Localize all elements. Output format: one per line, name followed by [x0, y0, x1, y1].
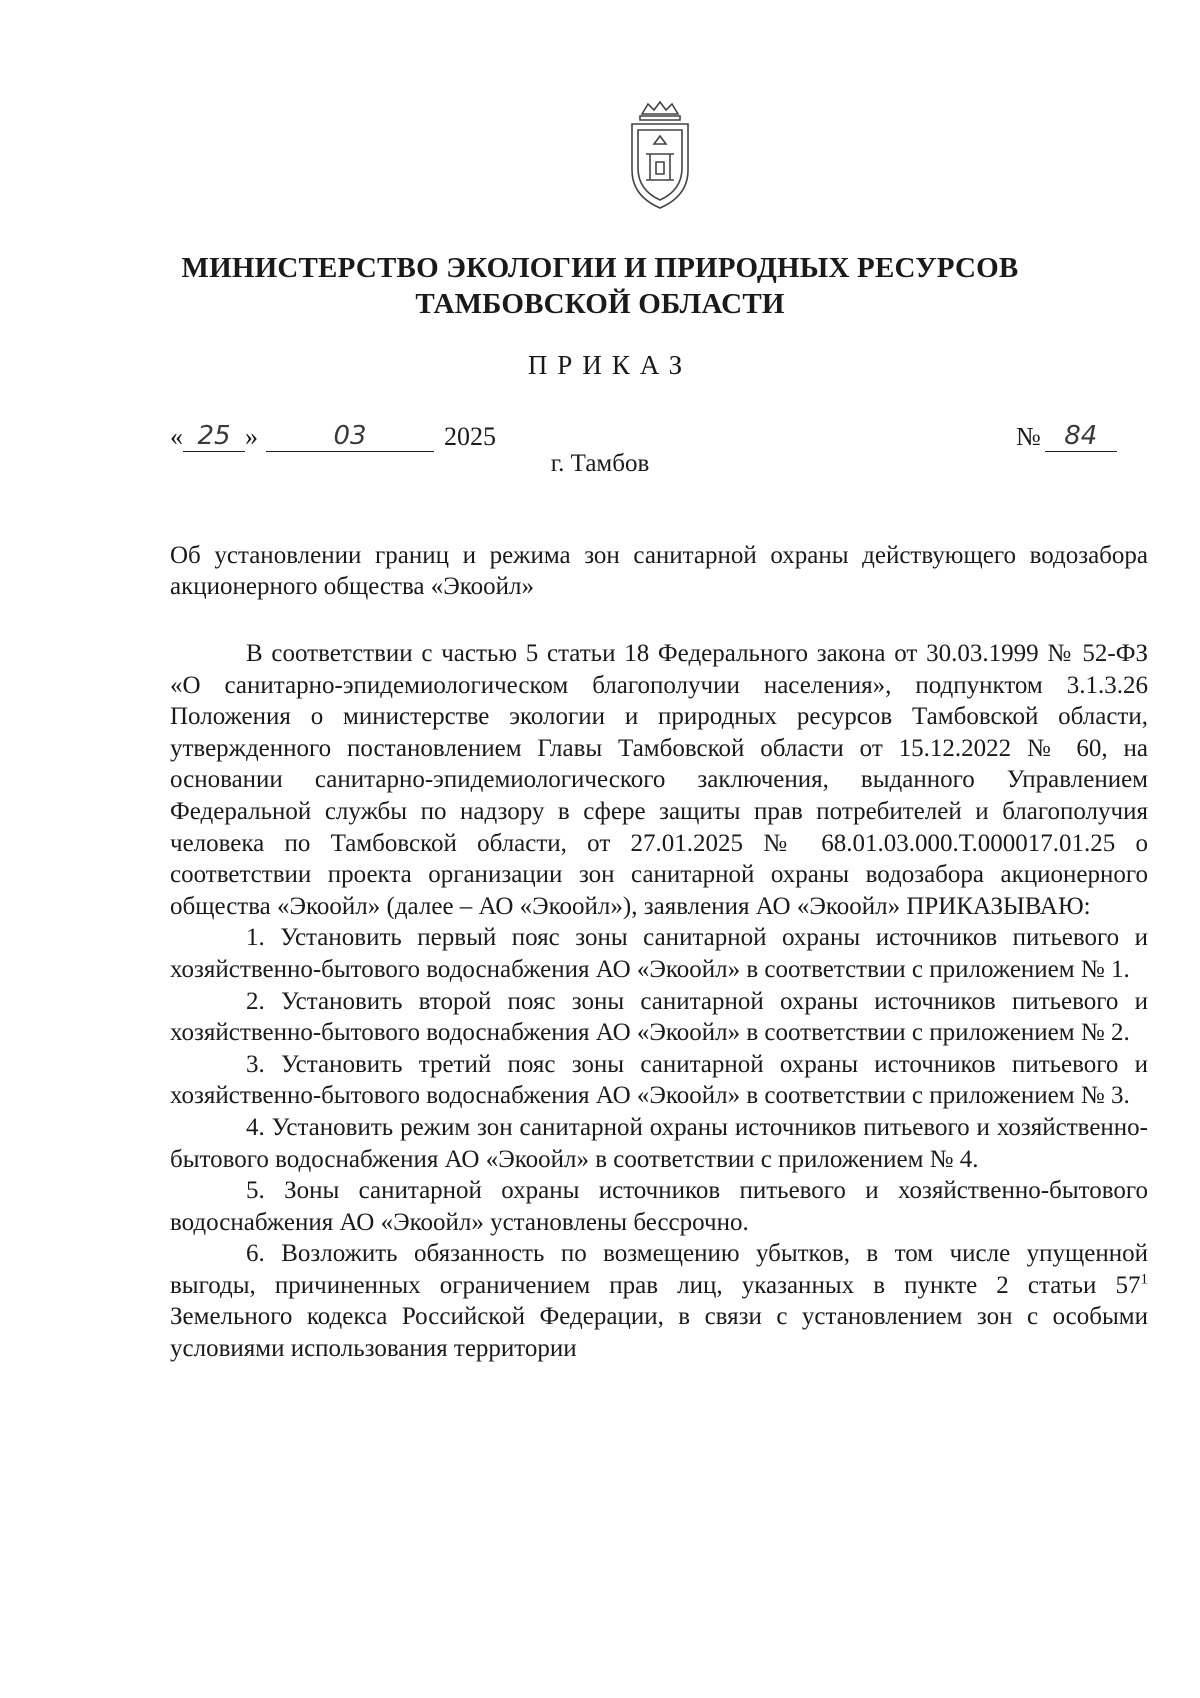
order-item-2: 2. Установить второй пояс зоны санитарной охраны источников питьевого и хозяйственно-бытового водоснабжения АО «Экоойл» в соответствии с приложением № 2. — [170, 987, 1148, 1047]
date-month: 03 — [266, 421, 434, 452]
city: г. Тамбов — [550, 450, 650, 477]
ministry-name-line2: ТАМБОВСКОЙ ОБЛАСТИ — [415, 288, 785, 320]
order-item-3: 3. Установить третий пояс зоны санитарной охраны источников питьевого и хозяйственно-бытового водоснабжения АО «Экоойл» в соответствии с приложением № 3. — [170, 1050, 1148, 1110]
date-open-quote: « — [170, 422, 183, 451]
date-year: 2025 — [444, 422, 496, 451]
item6-text-start: 6. Возложить обязанность по возмещению убытков, в том числе упущенной выгоды, причиненных ограничением прав лиц, указанных в пункте 2 статьи 57 — [170, 1240, 1148, 1299]
item6-text-end: Земельного кодекса Российской Федерации, в связи с установлением зон с особыми условиями использования территории — [170, 1303, 1148, 1363]
order-item-4: 4. Установить режим зон санитарной охраны источников питьевого и хозяйственно-бытового водоснабжения АО «Экоойл» в соответствии с приложением № 4. — [170, 1113, 1148, 1173]
order-date — [170, 412, 496, 452]
order-title: ПРИКАЗ — [527, 350, 693, 380]
item6-superscript: 1 — [1140, 1271, 1148, 1288]
coat-of-arms-icon — [620, 100, 700, 215]
number-sign: № — [1016, 422, 1041, 451]
ministry-name-line1: МИНИСТЕРСТВО ЭКОЛОГИИ И ПРИРОДНЫХ РЕСУРСОВ — [181, 252, 1019, 284]
preamble-paragraph: В соответствии с частью 5 статьи 18 Федерального закона от 30.03.1999 № 52-ФЗ «О санитарно-эпидемиологическом благополучии населения», подпунктом 3.1.3.26 Положения о министерстве экологии и природных ресурсов Тамбовской области, утвержденного постановлением Главы Тамбовской области от 15.12.2022 № 60, на основании санитарно-эпидемиологического заключения, выданного Управлением Федеральной службы по надзору в сфере защиты прав потребителей и благополучия человека по Тамбовской области, от 27.01.2025 № 68.01.03.000.Т.000017.01.25 о соответствии проекта организации зон санитарной охраны водозабора акционерного общества «Экоойл» (далее – АО «Экоойл»), заявления АО «Экоойл» ПРИКАЗЫВАЮ: — [170, 640, 1148, 920]
number-value: 84 — [1045, 421, 1117, 452]
order-subject: Об установлении границ и режима зон санитарной охраны действующего водозабора акционерного общества «Экоойл» — [170, 542, 1148, 600]
order-item-6 — [170, 1238, 1148, 1364]
order-item-1: 1. Установить первый пояс зоны санитарной охраны источников питьевого и хозяйственно-бытового водоснабжения АО «Экоойл» в соответствии с приложением № 1. — [170, 924, 1148, 983]
order-number — [1016, 412, 1117, 452]
order-body — [170, 638, 1148, 1365]
order-item-5: 5. Зоны санитарной охраны источников питьевого и хозяйственно-бытового водоснабжения АО «Экоойл» установлены бессрочно. — [170, 1177, 1148, 1236]
date-close-quote: » — [245, 422, 258, 451]
date-day: 25 — [183, 421, 245, 452]
